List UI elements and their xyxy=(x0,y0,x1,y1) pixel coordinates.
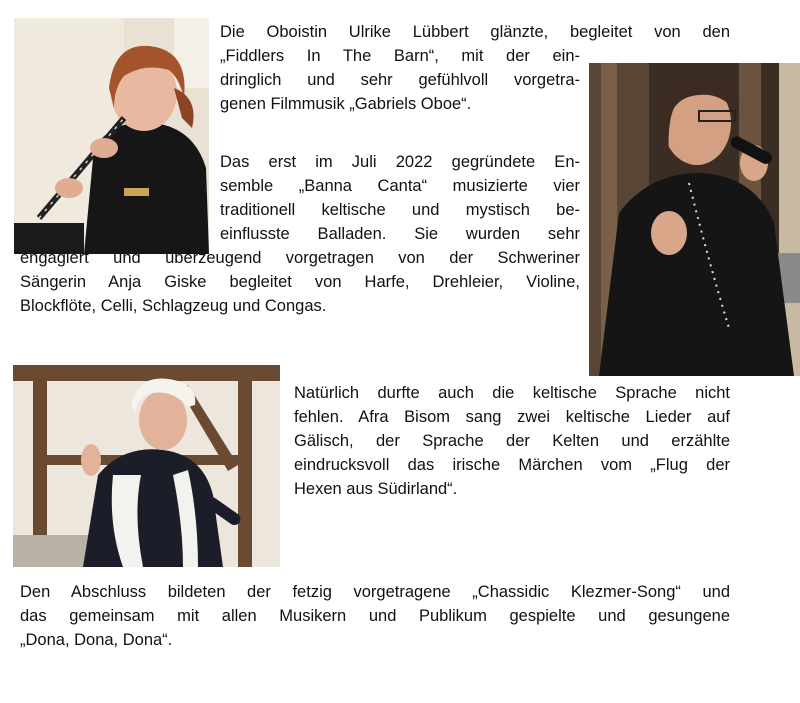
text-line: Sängerin Anja Giske begleitet von Harfe, Drehleier, Violine, xyxy=(20,273,580,291)
text-line: „Dona, Dona, Dona“. xyxy=(20,631,173,649)
storyteller-photo xyxy=(13,365,280,567)
text-line: traditionell keltische und mystisch be- xyxy=(220,201,580,219)
text-line: dringlich und sehr gefühlvoll vorgetra- xyxy=(220,71,580,89)
text-line: eindrucksvoll das irische Märchen vom „Flug der xyxy=(294,456,730,474)
celtic-paragraph xyxy=(294,381,730,501)
text-line: Natürlich durfte auch die keltische Sprache nicht xyxy=(294,384,730,402)
banna-canta-paragraph xyxy=(220,150,580,246)
text-line: Den Abschluss bildeten der fetzig vorgetragene „Chassidic Klezmer-Song“ und xyxy=(20,583,730,601)
closing-paragraph xyxy=(20,580,730,652)
banna-canta-paragraph-cont xyxy=(20,246,580,318)
text-line: fehlen. Afra Bisom sang zwei keltische Lieder auf xyxy=(294,408,730,426)
text-line: Hexen aus Südirland“. xyxy=(294,480,458,498)
singer-photo xyxy=(589,63,800,376)
text-line: semble „Banna Canta“ musizierte vier xyxy=(220,177,580,195)
text-line: Das erst im Juli 2022 gegründete En- xyxy=(220,153,580,171)
text-line: Gälisch, der Sprache der Kelten und erzählte xyxy=(294,432,730,450)
text-line: einflusste Balladen. Sie wurden sehr xyxy=(220,225,580,243)
text-line: engagiert und überzeugend vorgetragen von der Schweriner xyxy=(20,249,580,267)
oboe-paragraph xyxy=(220,20,730,44)
text-line: Die Oboistin Ulrike Lübbert glänzte, begleitet von den xyxy=(220,23,730,41)
text-line: Blockflöte, Celli, Schlagzeug und Congas. xyxy=(20,297,327,315)
oboist-photo xyxy=(14,18,209,254)
text-line: genen Filmmusik „Gabriels Oboe“. xyxy=(220,95,472,113)
text-line: „Fiddlers In The Barn“, mit der ein- xyxy=(220,47,580,65)
oboe-paragraph-cont xyxy=(220,44,580,116)
text-line: das gemeinsam mit allen Musikern und Publikum gespielte und gesungene xyxy=(20,607,730,625)
